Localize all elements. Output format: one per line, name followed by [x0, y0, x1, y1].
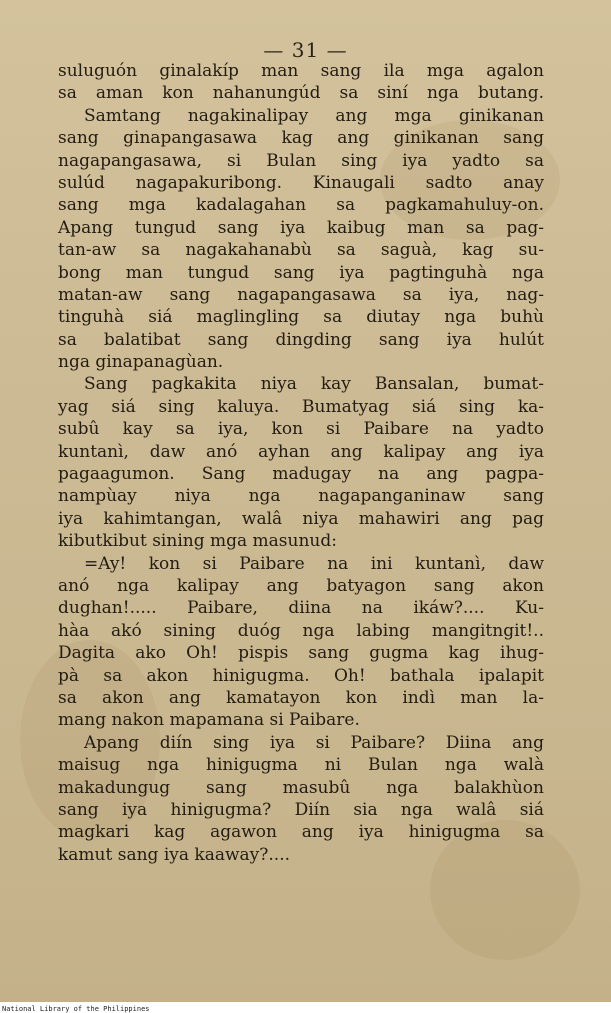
text-line: sa akon ang kamatayon kon indì man la-	[58, 687, 544, 708]
text-line: suluguón ginalakíp man sang ila mga agalon	[58, 61, 544, 81]
text-line: sa balatibat sang dingding sang iya hulút	[58, 329, 544, 350]
text-line: sulúd nagapakuribong. Kinaugali sadto anay	[58, 172, 544, 193]
text-line: Samtang nagakinalipay ang mga ginikanan	[84, 105, 544, 126]
text-line: nga ginapanagùan.	[58, 352, 224, 373]
text-line: tinguhà siá maglingling sa diutay nga buhù	[58, 307, 544, 328]
text-line: Apang diín sing iya si Paibare? Diina ang	[84, 732, 544, 753]
text-line: tan-aw sa nagakahanabù sa saguà, kag su-	[58, 240, 544, 261]
text-line: kuntanì, daw anó ayhan ang kalipay ang iya	[58, 441, 544, 462]
text-line: sang ginapangasawa kag ang ginikanan sang	[58, 128, 544, 149]
body-text	[58, 60, 544, 866]
text-line: magkari kag agawon ang iya hinigugma sa	[58, 822, 544, 843]
text-line: hàa akó sining duóg nga labing mangitngit!..	[58, 620, 544, 641]
text-line: nagapangasawa, si Bulan sing iya yadto sa	[58, 150, 544, 171]
text-line: dughan!..... Paibare, diina na ikáw?.... Ku-	[58, 598, 544, 619]
text-line: yag siá sing kaluya. Bumatyag siá sing ka-	[58, 396, 544, 417]
text-line: nampùay niya nga nagapanganinaw sang	[58, 486, 544, 507]
text-line: Apang tungud sang iya kaibug man sa pag-	[58, 217, 544, 238]
text-line: sang iya hinigugma? Diín sia nga walâ siá	[58, 799, 544, 820]
text-line: =Ay! kon si Paibare na ini kuntanì, daw	[84, 553, 544, 574]
library-footer: National Library of the Philippines	[2, 1005, 150, 1013]
text-line: maisug nga hinigugma ni Bulan nga walà	[58, 755, 544, 776]
page-number: — 31 —	[263, 38, 348, 62]
text-line: makadungug sang masubû nga balakhùon	[58, 777, 544, 798]
text-line: sa aman kon nahanungúd sa siní nga butang.	[58, 83, 544, 104]
text-line: kibutkibut sining mga masunud:	[58, 531, 337, 552]
text-line: Dagita ako Oh! pispis sang gugma kag ihug-	[58, 643, 544, 664]
text-line: sang mga kadalagahan sa pagkamahuluy-on.	[58, 195, 544, 216]
text-line: bong man tungud sang iya pagtinguhà nga	[58, 262, 544, 283]
text-line: pà sa akon hinigugma. Oh! bathala ipalapit	[58, 665, 544, 686]
text-line: kamut sang iya kaaway?....	[58, 844, 291, 865]
text-line: subû kay sa iya, kon si Paibare na yadto	[58, 419, 544, 440]
text-line: Sang pagkakita niya kay Bansalan, bumat-	[84, 374, 544, 395]
text-line: mang nakon mapamana si Paibare.	[58, 710, 360, 731]
text-line: matan-aw sang nagapangasawa sa iya, nag-	[58, 284, 544, 305]
text-line: anó nga kalipay ang batyagon sang akon	[58, 575, 544, 596]
text-line: iya kahimtangan, walâ niya mahawiri ang pag	[58, 508, 544, 529]
text-line: pagaagumon. Sang madugay na ang pagpa-	[58, 464, 544, 485]
